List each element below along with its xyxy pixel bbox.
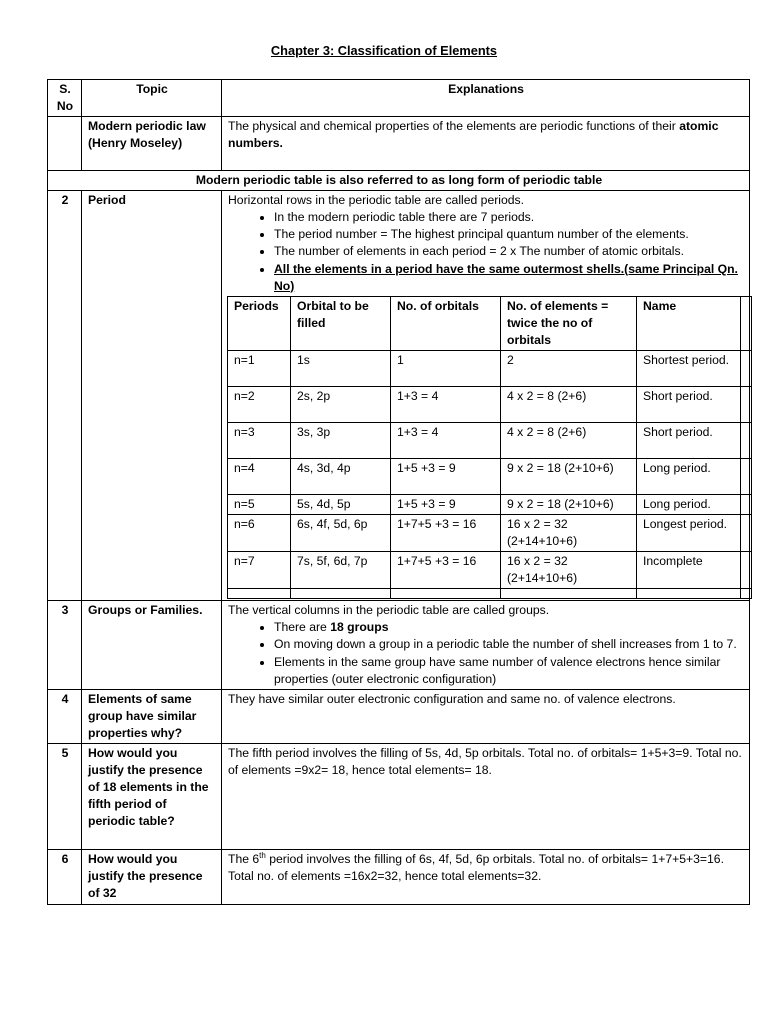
period-cell: n=7 — [228, 552, 291, 589]
row-topic: How would you justify the presence of 18 elements in the fifth period of periodic table? — [82, 743, 222, 849]
separator-row — [48, 171, 750, 191]
orbitals-count-cell: 1+5 +3 = 9 — [391, 494, 501, 514]
table-row — [48, 191, 750, 601]
row-sno: 4 — [48, 689, 82, 743]
row-explanation: The physical and chemical properties of the elements are periodic functions of their atomic numbers. — [222, 117, 750, 171]
elements-count-cell: 16 x 2 = 32 (2+14+10+6) — [501, 552, 637, 589]
blank-cell — [741, 386, 752, 422]
name-cell: Incomplete — [637, 552, 741, 589]
orbital-cell: 2s, 2p — [291, 386, 391, 422]
blank-cell — [741, 552, 752, 589]
orbital-cell: 5s, 4d, 5p — [291, 494, 391, 514]
classification-table — [47, 79, 750, 905]
elements-count-cell: 2 — [501, 350, 637, 386]
row-sno: 3 — [48, 601, 82, 689]
name-cell: Long period. — [637, 458, 741, 494]
orbital-cell: 6s, 4f, 5d, 6p — [291, 515, 391, 552]
groups-intro: The vertical columns in the periodic table are called groups. — [228, 603, 550, 618]
blank-cell — [741, 515, 752, 552]
table-row — [48, 849, 750, 904]
blank-cell — [741, 589, 752, 599]
row-topic: Modern periodic law (Henry Moseley) — [82, 117, 222, 171]
list-item: • On moving down a group in a periodic table the number of shell increases from 1 to 7. — [274, 636, 744, 653]
header-sno: S. No — [48, 80, 82, 117]
period-cell: n=5 — [228, 494, 291, 514]
period-cell: n=3 — [228, 422, 291, 458]
elements-count-cell: 4 x 2 = 8 (2+6) — [501, 386, 637, 422]
blank-cell — [501, 589, 637, 599]
orbital-cell: 7s, 5f, 6d, 7p — [291, 552, 391, 589]
periods-header: Periods — [228, 296, 291, 350]
separator-text: Modern periodic table is also referred to as long form of periodic table — [48, 171, 750, 191]
row-topic: How would you justify the presence of 32 — [82, 849, 222, 904]
table-row — [48, 601, 750, 689]
period-cell: n=1 — [228, 350, 291, 386]
name-header: Name — [637, 296, 741, 350]
orbitals-count-header: No. of orbitals — [391, 296, 501, 350]
elements-count-cell: 16 x 2 = 32 (2+14+10+6) — [501, 515, 637, 552]
elements-count-header: No. of elements = twice the no of orbitals — [501, 296, 637, 350]
header-explanations: Explanations — [222, 80, 750, 117]
table-row — [48, 743, 750, 849]
elements-count-cell: 4 x 2 = 8 (2+6) — [501, 422, 637, 458]
table-row — [228, 422, 752, 458]
list-item: • The period number = The highest principal quantum number of the elements. — [274, 226, 744, 243]
row-sno: 2 — [48, 191, 82, 601]
name-cell: Short period. — [637, 422, 741, 458]
orbitals-count-cell: 1+5 +3 = 9 — [391, 458, 501, 494]
row-topic: Groups or Families. — [82, 601, 222, 689]
row-explanation — [222, 601, 750, 689]
blank-cell — [637, 589, 741, 599]
orbitals-count-cell: 1 — [391, 350, 501, 386]
period-bullets — [228, 209, 744, 294]
table-row — [228, 589, 752, 599]
periods-header-row — [228, 296, 752, 350]
orbitals-count-cell: 1+3 = 4 — [391, 422, 501, 458]
table-row — [228, 458, 752, 494]
table-row — [228, 350, 752, 386]
list-item: • All the elements in a period have the same outermost shells.(same Principal Qn. No) — [274, 261, 744, 295]
list-item: • There are 18 groups — [274, 619, 744, 636]
header-row — [48, 80, 750, 117]
blank-cell — [741, 422, 752, 458]
name-cell: Short period. — [637, 386, 741, 422]
orbitals-count-cell: 1+3 = 4 — [391, 386, 501, 422]
orbital-cell: 1s — [291, 350, 391, 386]
blank-cell — [741, 296, 752, 350]
row-explanation: The 6th period involves the filling of 6s, 4f, 5d, 6p orbitals. Total no. of orbitals= 1+7+5+3=16. Total no. of elements =16x2=32, hence total elements=32. — [222, 849, 750, 904]
blank-cell — [291, 589, 391, 599]
row-topic: Elements of same group have similar properties why? — [82, 689, 222, 743]
name-cell: Longest period. — [637, 515, 741, 552]
row-explanation: The fifth period involves the filling of 5s, 4d, 5p orbitals. Total no. of orbitals= 1+5+3=9. Total no. of elements =9x2= 18, hence total elements= 18. — [222, 743, 750, 849]
period-cell: n=2 — [228, 386, 291, 422]
row-sno — [48, 117, 82, 171]
table-row — [228, 494, 752, 514]
elements-count-cell: 9 x 2 = 18 (2+10+6) — [501, 494, 637, 514]
list-item: • The number of elements in each period = 2 x The number of atomic orbitals. — [274, 243, 744, 260]
table-row — [228, 552, 752, 589]
table-row — [48, 117, 750, 171]
row-sno: 6 — [48, 849, 82, 904]
orbitals-count-cell: 1+7+5 +3 = 16 — [391, 552, 501, 589]
orbital-cell: 3s, 3p — [291, 422, 391, 458]
name-cell: Long period. — [637, 494, 741, 514]
blank-cell — [741, 458, 752, 494]
period-intro: Horizontal rows in the periodic table are called periods. — [228, 193, 525, 208]
row-topic: Period — [82, 191, 222, 601]
table-row — [228, 515, 752, 552]
orbital-cell: 4s, 3d, 4p — [291, 458, 391, 494]
elements-count-cell: 9 x 2 = 18 (2+10+6) — [501, 458, 637, 494]
periods-table — [227, 296, 752, 600]
blank-cell — [228, 589, 291, 599]
orbital-header: Orbital to be filled — [291, 296, 391, 350]
table-row — [48, 689, 750, 743]
table-row — [228, 386, 752, 422]
blank-cell — [741, 350, 752, 386]
period-cell: n=4 — [228, 458, 291, 494]
list-item: • In the modern periodic table there are 7 periods. — [274, 209, 744, 226]
orbitals-count-cell: 1+7+5 +3 = 16 — [391, 515, 501, 552]
blank-cell — [741, 494, 752, 514]
header-topic: Topic — [82, 80, 222, 117]
period-cell: n=6 — [228, 515, 291, 552]
row-explanation: They have similar outer electronic configuration and same no. of valence electrons. — [222, 689, 750, 743]
row-sno: 5 — [48, 743, 82, 849]
list-item: • Elements in the same group have same number of valence electrons hence similar properties (outer electronic configuration) — [274, 654, 744, 688]
page-title: Chapter 3: Classification of Elements — [270, 43, 498, 58]
groups-bullets — [228, 619, 744, 687]
row-explanation — [222, 191, 750, 601]
name-cell: Shortest period. — [637, 350, 741, 386]
blank-cell — [391, 589, 501, 599]
